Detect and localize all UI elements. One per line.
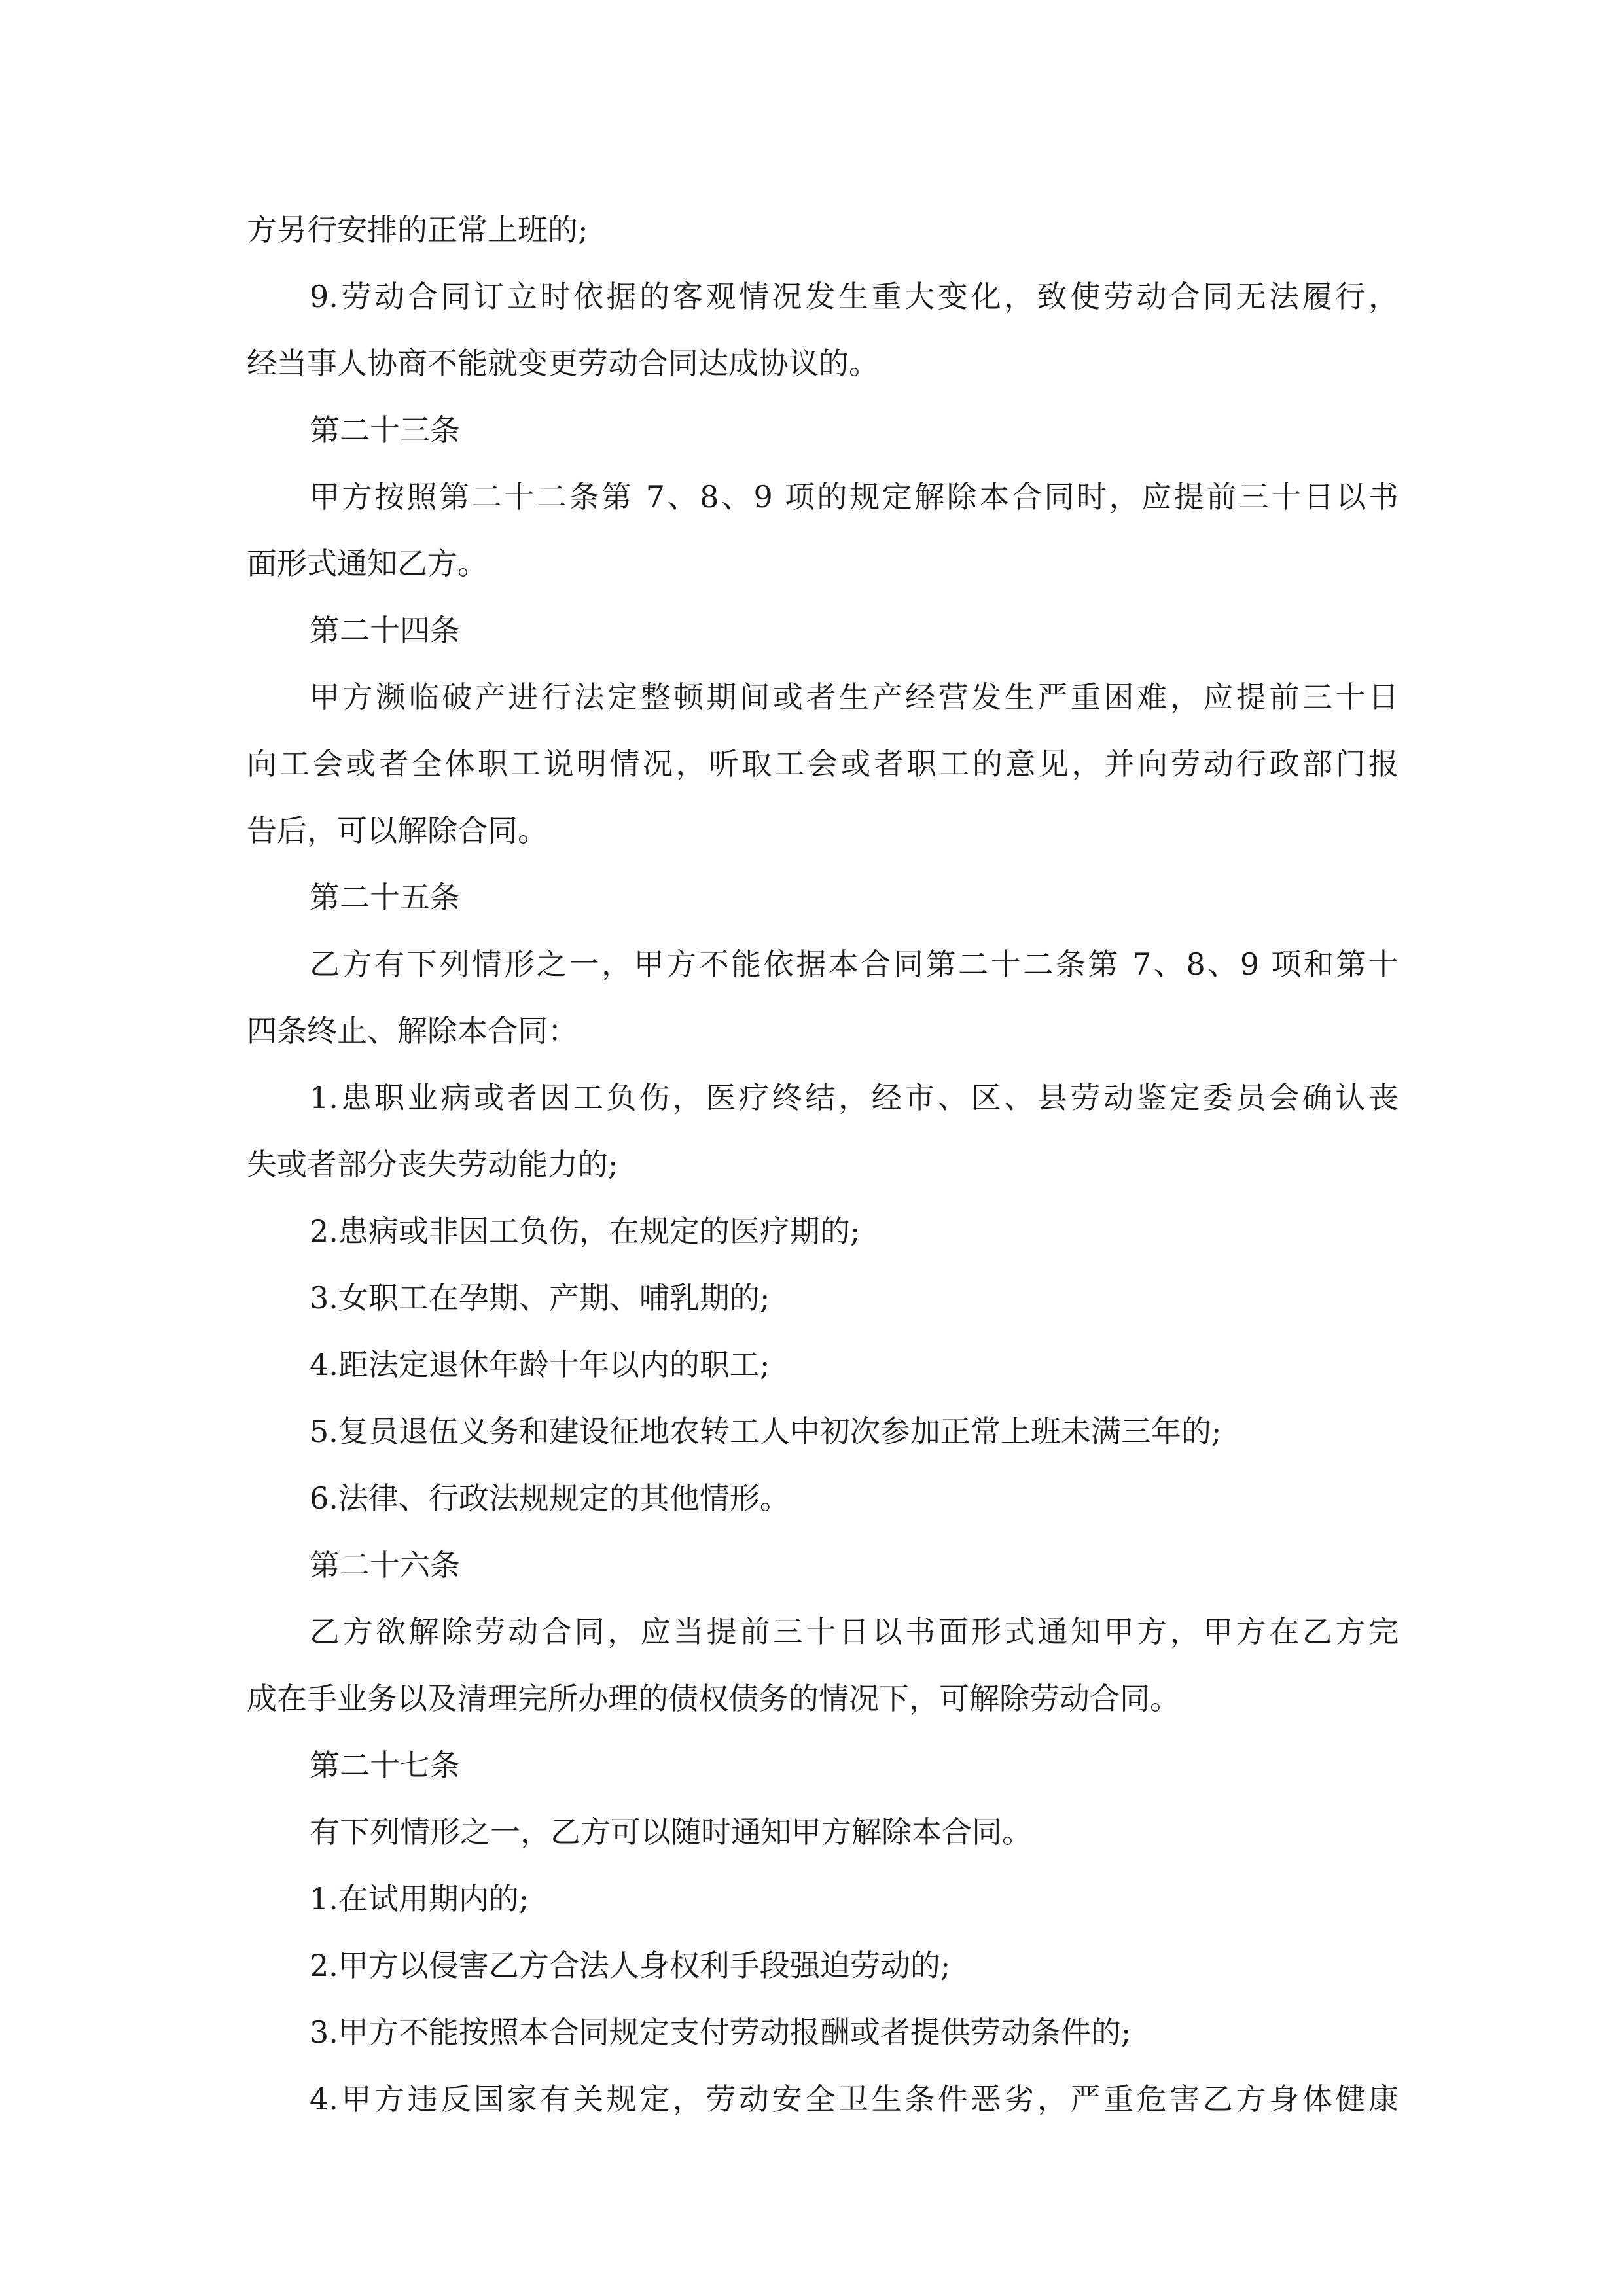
text-line: 1.患职业病或者因工负伤，医疗终结，经市、区、县劳动鉴定委员会确认丧 [310,1080,1399,1115]
article-heading: 第二十七条 [310,1748,460,1783]
list-item: 4.甲方违反国家有关规定，劳动安全卫生条件恶劣，严重危害乙方身体健康 [310,2081,1399,2117]
text-line: 甲方按照第二十二条第 7、8、9 项的规定解除本合同时，应提前三十日以书 [310,479,1399,514]
text-line: 经当事人协商不能就变更劳动合同达成协议的。 [247,346,879,381]
text-line: 乙方欲解除劳动合同，应当提前三十日以书面形式通知甲方，甲方在乙方完 [310,1614,1399,1649]
text-line: 四条终止、解除本合同： [247,1013,578,1049]
text-line: 方另行安排的正常上班的; [247,212,588,247]
list-item: 2.患病或非因工负伤，在规定的医疗期的; [310,1213,861,1249]
list-item: 3.甲方不能按照本合同规定支付劳动报酬或者提供劳动条件的; [310,2015,1132,2050]
list-item: 4.距法定退休年龄十年以内的职工; [310,1347,770,1382]
list-item: 1.在试用期内的; [310,1881,529,1916]
list-item: 6.法律、行政法规规定的其他情形。 [310,1480,790,1516]
text-line: 面形式通知乙方。 [247,546,488,581]
article-heading: 第二十四条 [310,613,460,648]
text-line: 告后，可以解除合同。 [247,813,548,848]
text-line: 有下列情形之一，乙方可以随时通知甲方解除本合同。 [310,1814,1032,1850]
article-heading: 第二十六条 [310,1547,460,1583]
list-item: 5.复员退伍义务和建设征地农转工人中初次参加正常上班未满三年的; [310,1414,1222,1449]
text-line: 失或者部分丧失劳动能力的; [247,1147,618,1182]
document-body [247,196,1399,2132]
list-item: 2.甲方以侵害乙方合法人身权利手段强迫劳动的; [310,1948,951,1983]
article-heading: 第二十三条 [310,412,460,448]
text-line: 成在手业务以及清理完所办理的债权债务的情况下，可解除劳动合同。 [247,1681,1180,1716]
text-line: 向工会或者全体职工说明情况，听取工会或者职工的意见，并向劳动行政部门报 [247,746,1399,781]
text-line: 甲方濒临破产进行法定整顿期间或者生产经营发生严重困难，应提前三十日 [310,679,1399,715]
text-line: 乙方有下列情形之一，甲方不能依据本合同第二十二条第 7、8、9 项和第十 [310,946,1399,982]
list-item: 3.女职工在孕期、产期、哺乳期的; [310,1280,770,1316]
text-line: 9.劳动合同订立时依据的客观情况发生重大变化，致使劳动合同无法履行， [310,279,1399,314]
article-heading: 第二十五条 [310,880,460,915]
